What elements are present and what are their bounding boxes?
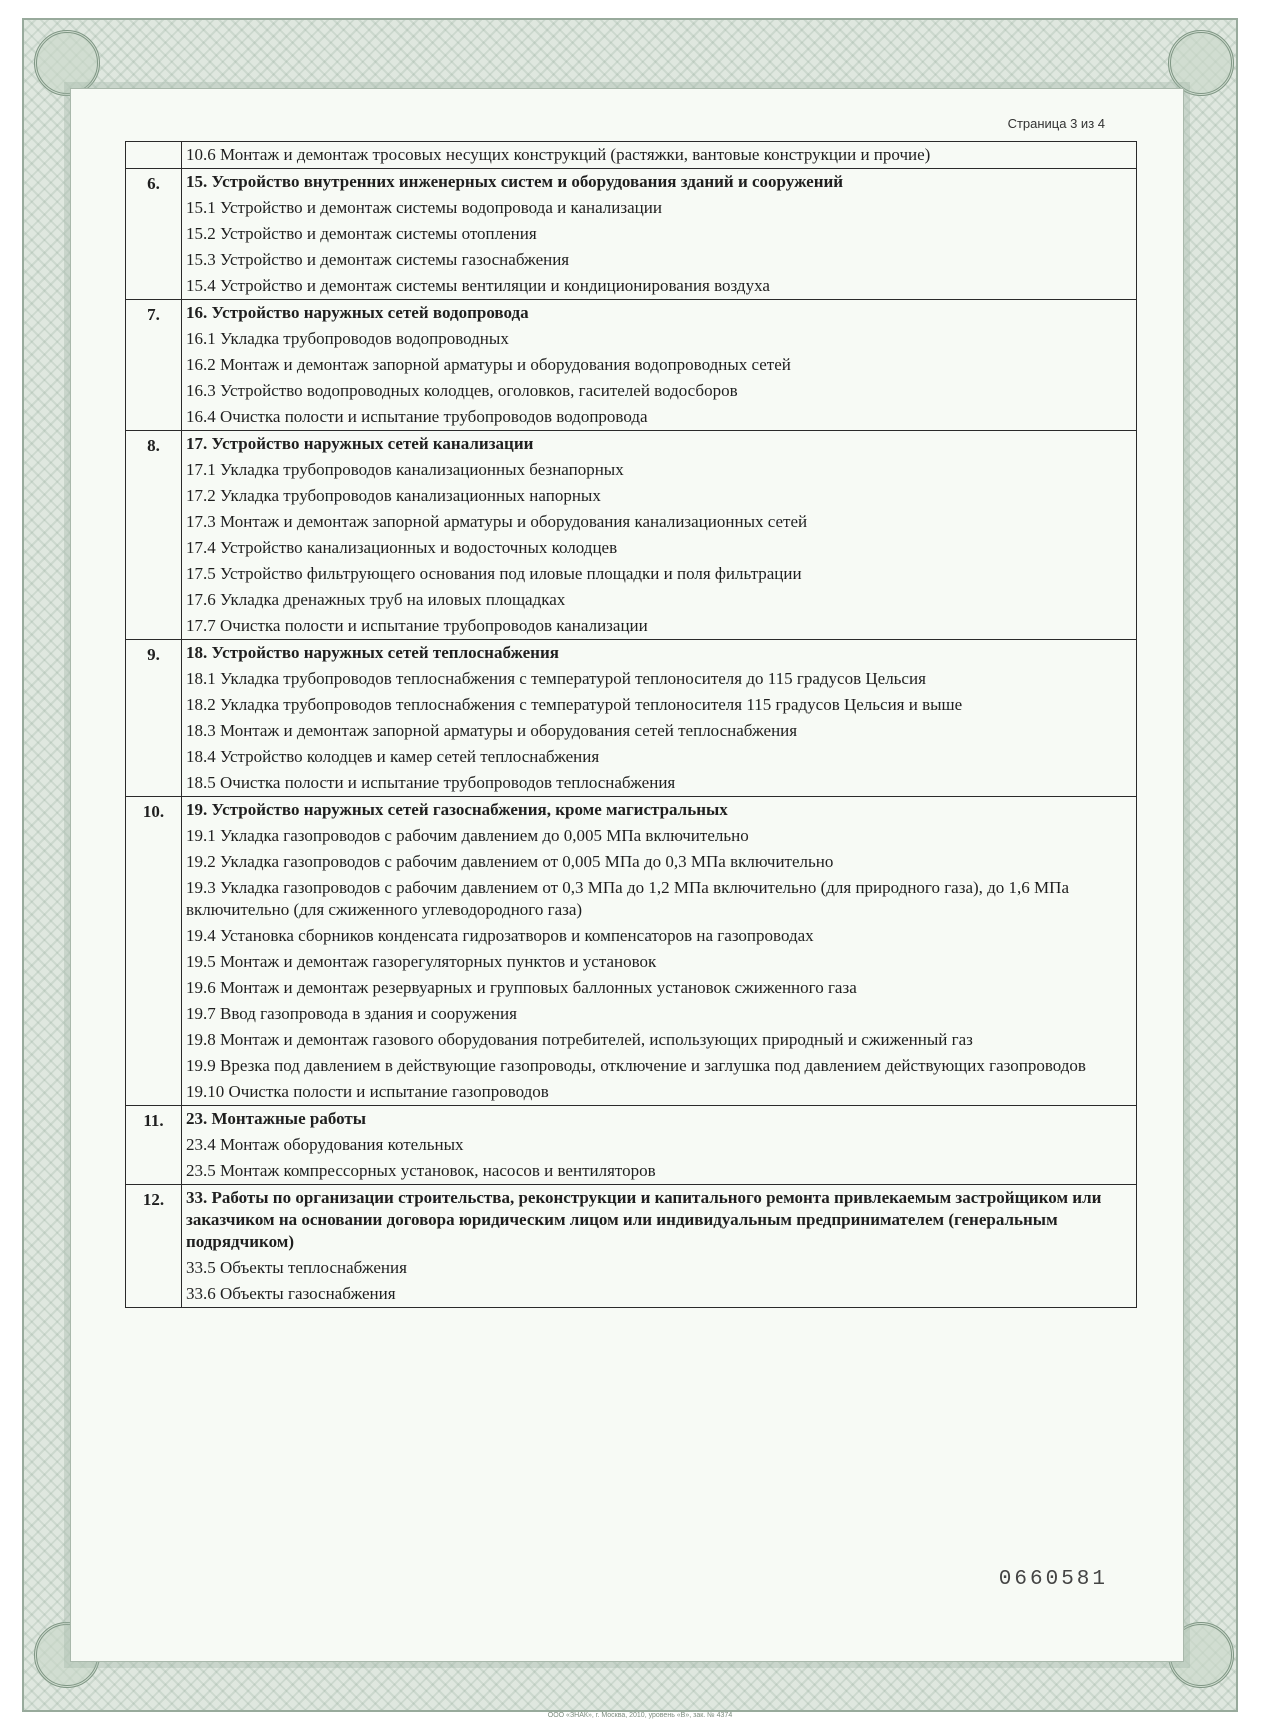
section-heading: 16. Устройство наружных сетей водопровода: [186, 303, 529, 322]
work-item: 19.3 Укладка газопроводов с рабочим давлением от 0,3 МПа до 1,2 МПа включительно (для природного газа), до 1,6 МПа включительно (для сжиженного углеводородного газа): [186, 878, 1069, 919]
work-item: 23.4 Монтаж оборудования котельных: [186, 1135, 464, 1154]
section-heading: 33. Работы по организации строительства, реконструкции и капитального ремонта привлекаемым застройщиком или заказчиком на основании договора юридическим лицом или индивидуальным предпринимателем (генеральным подрядчиком): [186, 1188, 1102, 1251]
work-item: 19.5 Монтаж и демонтаж газорегуляторных пунктов и установок: [186, 952, 657, 971]
table-row: [126, 431, 1137, 640]
work-item: 17.2 Укладка трубопроводов канализационных напорных: [186, 486, 601, 505]
table-row: [126, 640, 1137, 797]
work-item: 18.5 Очистка полости и испытание трубопроводов теплоснабжения: [186, 773, 676, 792]
work-item: 17.3 Монтаж и демонтаж запорной арматуры и оборудования канализационных сетей: [186, 512, 808, 531]
works-table: [125, 141, 1137, 1308]
work-item: 10.6 Монтаж и демонтаж тросовых несущих конструкций (растяжки, вантовые конструкции и прочие): [186, 145, 931, 164]
row-number: [126, 142, 182, 169]
section-heading: 23. Монтажные работы: [186, 1109, 366, 1128]
work-item: 17.1 Укладка трубопроводов канализационных безнапорных: [186, 460, 624, 479]
row-number: 7.: [126, 300, 182, 431]
work-item: 33.6 Объекты газоснабжения: [186, 1284, 396, 1303]
work-item: 15.2 Устройство и демонтаж системы отопления: [186, 224, 537, 243]
printer-note: ООО «ЗНАК», г. Москва, 2010, уровень «В», зак. № 4374: [547, 1712, 733, 1719]
section-heading: 15. Устройство внутренних инженерных систем и оборудования зданий и сооружений: [186, 172, 844, 191]
row-number: 12.: [126, 1185, 182, 1308]
works-table-body: [126, 142, 1137, 1308]
row-number: 6.: [126, 169, 182, 300]
page-number: Страница 3 из 4: [1007, 116, 1105, 131]
row-content: [182, 169, 1137, 300]
work-item: 17.5 Устройство фильтрующего основания под иловые площадки и поля фильтрации: [186, 564, 802, 583]
work-item: 16.1 Укладка трубопроводов водопроводных: [186, 329, 509, 348]
work-item: 19.6 Монтаж и демонтаж резервуарных и групповых баллонных установок сжиженного газа: [186, 978, 857, 997]
corner-ornament-icon: [34, 30, 100, 96]
row-content: [182, 142, 1137, 169]
work-item: 19.1 Укладка газопроводов с рабочим давлением до 0,005 МПа включительно: [186, 826, 749, 845]
table-row: [126, 300, 1137, 431]
work-item: 19.10 Очистка полости и испытание газопроводов: [186, 1082, 549, 1101]
work-item: 15.3 Устройство и демонтаж системы газоснабжения: [186, 250, 570, 269]
row-content: [182, 640, 1137, 797]
work-item: 19.8 Монтаж и демонтаж газового оборудования потребителей, использующих природный и сжиженный газ: [186, 1030, 973, 1049]
work-item: 16.3 Устройство водопроводных колодцев, оголовков, гасителей водосборов: [186, 381, 738, 400]
row-content: [182, 300, 1137, 431]
work-item: 19.2 Укладка газопроводов с рабочим давлением от 0,005 МПа до 0,3 МПа включительно: [186, 852, 834, 871]
table-row: [126, 1185, 1137, 1308]
section-heading: 19. Устройство наружных сетей газоснабжения, кроме магистральных: [186, 800, 728, 819]
serial-number: 0660581: [998, 1568, 1108, 1591]
work-item: 16.4 Очистка полости и испытание трубопроводов водопровода: [186, 407, 648, 426]
work-item: 19.4 Установка сборников конденсата гидрозатворов и компенсаторов на газопроводах: [186, 926, 814, 945]
work-item: 33.5 Объекты теплоснабжения: [186, 1258, 407, 1277]
row-number: 8.: [126, 431, 182, 640]
row-number: 11.: [126, 1106, 182, 1185]
table-row: [126, 169, 1137, 300]
work-item: 17.6 Укладка дренажных труб на иловых площадках: [186, 590, 566, 609]
work-item: 17.4 Устройство канализационных и водосточных колодцев: [186, 538, 618, 557]
row-content: [182, 431, 1137, 640]
work-item: 23.5 Монтаж компрессорных установок, насосов и вентиляторов: [186, 1161, 656, 1180]
work-item: 18.2 Укладка трубопроводов теплоснабжения с температурой теплоносителя 115 градусов Цельсия и выше: [186, 695, 963, 714]
table-row: [126, 1106, 1137, 1185]
work-item: 15.1 Устройство и демонтаж системы водопровода и канализации: [186, 198, 662, 217]
work-item: 19.7 Ввод газопровода в здания и сооружения: [186, 1004, 517, 1023]
row-content: [182, 1106, 1137, 1185]
work-item: 15.4 Устройство и демонтаж системы вентиляции и кондиционирования воздуха: [186, 276, 770, 295]
work-item: 19.9 Врезка под давлением в действующие газопроводы, отключение и заглушка под давлением действующих газопроводов: [186, 1056, 1086, 1075]
work-item: 18.1 Укладка трубопроводов теплоснабжения с температурой теплоносителя до 115 градусов Цельсия: [186, 669, 926, 688]
row-number: 10.: [126, 797, 182, 1106]
work-item: 17.7 Очистка полости и испытание трубопроводов канализации: [186, 616, 648, 635]
work-item: 18.3 Монтаж и демонтаж запорной арматуры и оборудования сетей теплоснабжения: [186, 721, 798, 740]
work-item: 16.2 Монтаж и демонтаж запорной арматуры и оборудования водопроводных сетей: [186, 355, 791, 374]
work-item: 18.4 Устройство колодцев и камер сетей теплоснабжения: [186, 747, 600, 766]
table-row: [126, 142, 1137, 169]
row-number: 9.: [126, 640, 182, 797]
row-content: [182, 1185, 1137, 1308]
row-content: [182, 797, 1137, 1106]
section-heading: 17. Устройство наружных сетей канализации: [186, 434, 534, 453]
table-row: [126, 797, 1137, 1106]
section-heading: 18. Устройство наружных сетей теплоснабжения: [186, 643, 559, 662]
corner-ornament-icon: [1168, 30, 1234, 96]
